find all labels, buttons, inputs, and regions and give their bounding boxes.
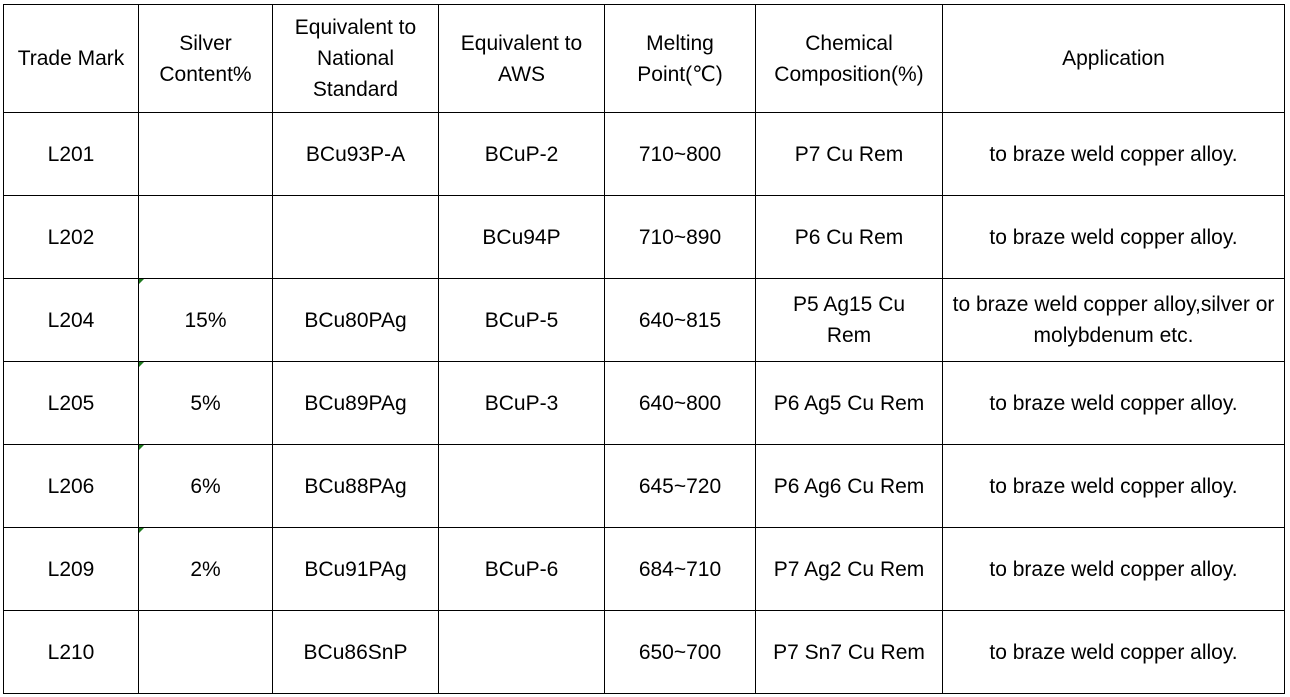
cell-aws: BCuP-3 xyxy=(439,362,605,445)
header-national-standard xyxy=(273,5,439,113)
cell-silver-content xyxy=(139,611,273,694)
cell-national-standard: BCu89PAg xyxy=(273,362,439,445)
cell-trade-mark: L204 xyxy=(4,279,139,362)
brazing-alloy-spec-table xyxy=(3,4,1285,694)
cell-trade-mark: L202 xyxy=(4,196,139,279)
cell-composition: P7 Sn7 Cu Rem xyxy=(756,611,943,694)
cell-silver-content xyxy=(139,113,273,196)
cell-marker-icon xyxy=(139,528,144,533)
cell-aws xyxy=(439,611,605,694)
cell-aws: BCuP-6 xyxy=(439,528,605,611)
table-row xyxy=(4,362,1285,445)
cell-application: to braze weld copper alloy. xyxy=(943,113,1285,196)
cell-trade-mark: L205 xyxy=(4,362,139,445)
header-melting-point-label: Melting Point(℃) xyxy=(637,31,723,86)
header-silver-content-label: Silver Content% xyxy=(159,31,252,86)
cell-silver-content xyxy=(139,279,273,362)
cell-aws xyxy=(439,445,605,528)
header-trade-mark: Trade Mark xyxy=(4,5,139,113)
cell-melting-point: 640~800 xyxy=(605,362,756,445)
spec-table-container xyxy=(3,4,1285,694)
cell-aws: BCuP-2 xyxy=(439,113,605,196)
cell-marker-icon xyxy=(139,445,144,450)
cell-aws: BCuP-5 xyxy=(439,279,605,362)
cell-application: to braze weld copper alloy. xyxy=(943,445,1285,528)
cell-national-standard: BCu93P-A xyxy=(273,113,439,196)
table-row xyxy=(4,113,1285,196)
cell-composition-value: P5 Ag15 Cu Rem xyxy=(792,293,906,347)
cell-composition: P6 Ag5 Cu Rem xyxy=(756,362,943,445)
cell-national-standard: BCu80PAg xyxy=(273,279,439,362)
cell-silver-content xyxy=(139,528,273,611)
table-row xyxy=(4,611,1285,694)
cell-aws: BCu94P xyxy=(439,196,605,279)
cell-national-standard xyxy=(273,196,439,279)
cell-composition xyxy=(756,279,943,362)
cell-marker-icon xyxy=(139,279,144,284)
cell-national-standard: BCu86SnP xyxy=(273,611,439,694)
cell-application: to braze weld copper alloy. xyxy=(943,362,1285,445)
table-row xyxy=(4,528,1285,611)
cell-melting-point: 710~890 xyxy=(605,196,756,279)
cell-national-standard: BCu91PAg xyxy=(273,528,439,611)
header-chemical-composition xyxy=(756,5,943,113)
cell-silver-content-value: 15% xyxy=(184,308,227,332)
header-aws-label: Equivalent to AWS xyxy=(460,31,583,86)
table-row xyxy=(4,196,1285,279)
cell-national-standard: BCu88PAg xyxy=(273,445,439,528)
cell-marker-icon xyxy=(139,362,144,367)
cell-trade-mark: L201 xyxy=(4,113,139,196)
table-row xyxy=(4,445,1285,528)
cell-composition: P7 Ag2 Cu Rem xyxy=(756,528,943,611)
cell-application: to braze weld copper alloy. xyxy=(943,196,1285,279)
cell-composition: P6 Cu Rem xyxy=(756,196,943,279)
cell-melting-point: 650~700 xyxy=(605,611,756,694)
cell-trade-mark: L210 xyxy=(4,611,139,694)
header-row xyxy=(4,5,1285,113)
cell-silver-content-value: 6% xyxy=(190,474,221,498)
cell-application-value: to braze weld copper alloy,silver or molybdenum etc. xyxy=(952,293,1275,347)
cell-silver-content-value: 2% xyxy=(190,557,221,581)
cell-melting-point: 640~815 xyxy=(605,279,756,362)
cell-melting-point: 645~720 xyxy=(605,445,756,528)
cell-application xyxy=(943,279,1285,362)
cell-silver-content xyxy=(139,196,273,279)
header-aws xyxy=(439,5,605,113)
cell-silver-content xyxy=(139,362,273,445)
cell-composition: P6 Ag6 Cu Rem xyxy=(756,445,943,528)
header-chemical-composition-label: Chemical Composition(%) xyxy=(774,31,924,86)
cell-composition: P7 Cu Rem xyxy=(756,113,943,196)
cell-silver-content xyxy=(139,445,273,528)
cell-melting-point: 684~710 xyxy=(605,528,756,611)
header-national-standard-label: Equivalent to National Standard xyxy=(294,16,417,101)
cell-trade-mark: L206 xyxy=(4,445,139,528)
cell-application: to braze weld copper alloy. xyxy=(943,611,1285,694)
cell-application: to braze weld copper alloy. xyxy=(943,528,1285,611)
header-melting-point xyxy=(605,5,756,113)
cell-melting-point: 710~800 xyxy=(605,113,756,196)
header-silver-content xyxy=(139,5,273,113)
header-application: Application xyxy=(943,5,1285,113)
cell-trade-mark: L209 xyxy=(4,528,139,611)
cell-silver-content-value: 5% xyxy=(190,391,221,415)
table-row xyxy=(4,279,1285,362)
